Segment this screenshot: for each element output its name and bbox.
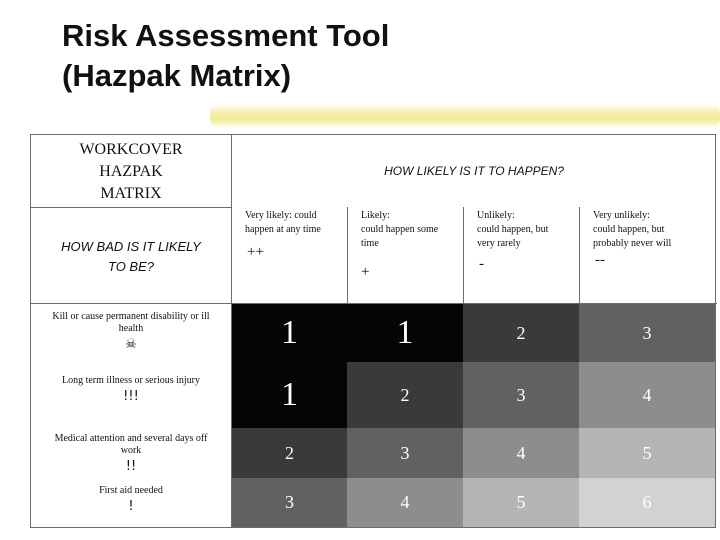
matrix-corner-label	[31, 135, 231, 207]
double-exclamation-icon: !!	[125, 459, 137, 474]
hazpak-matrix	[30, 134, 716, 528]
column-description: could happen, but probably never will	[593, 224, 672, 249]
severity-label: First aid needed	[99, 485, 163, 496]
severity-row-kill	[31, 311, 231, 365]
slide-title-line-1: Risk Assessment Tool	[62, 18, 390, 53]
column-title: Unlikely:	[477, 210, 515, 221]
column-title: Likely:	[361, 210, 390, 221]
slide-title-line-2: (Hazpak Matrix)	[62, 58, 292, 93]
score-cell: 1	[232, 362, 347, 428]
column-title: Very unlikely:	[593, 210, 650, 221]
slide-title	[62, 16, 389, 96]
column-description: could happen some time	[361, 224, 439, 249]
column-title: Very likely: could	[245, 210, 317, 221]
column-description: could happen, but very rarely	[477, 224, 549, 249]
corner-line-1: WORKCOVER	[79, 141, 183, 158]
likelihood-symbol: --	[595, 252, 605, 268]
score-cell: 4	[347, 478, 463, 527]
corner-line-2: HAZPAK	[99, 163, 163, 180]
likelihood-symbol: -	[479, 256, 484, 272]
severity-heading-line-1: HOW BAD IS IT LIKELY	[61, 239, 201, 254]
score-cell: 5	[463, 478, 579, 527]
score-cell: 2	[232, 428, 347, 478]
severity-row-long-term	[31, 375, 231, 419]
score-cell: 4	[579, 362, 715, 428]
likelihood-column-likely	[347, 207, 463, 303]
skull-icon: ☠	[125, 337, 137, 352]
severity-row-first-aid	[31, 485, 231, 525]
severity-heading-line-2: TO BE?	[107, 259, 154, 274]
column-description: happen at any time	[245, 224, 321, 235]
likelihood-heading: HOW LIKELY IS IT TO HAPPEN?	[384, 164, 564, 178]
severity-label: Long term illness or serious injury	[61, 375, 201, 386]
score-cell: 2	[463, 304, 579, 362]
score-cell: 1	[347, 304, 463, 362]
score-cell: 3	[463, 362, 579, 428]
severity-heading	[31, 207, 231, 303]
likelihood-column-very-unlikely	[579, 207, 717, 303]
likelihood-symbol: +	[361, 264, 370, 280]
score-cell: 5	[579, 428, 715, 478]
score-cell: 6	[579, 478, 715, 527]
severity-label: Medical attention and several days off work	[54, 433, 208, 456]
single-exclamation-icon: !	[128, 499, 134, 514]
score-cell: 1	[232, 304, 347, 362]
score-cell: 3	[347, 428, 463, 478]
triple-exclamation-icon: !!!	[123, 389, 139, 404]
score-cell: 2	[347, 362, 463, 428]
score-cell: 3	[232, 478, 347, 527]
likelihood-column-very-likely	[231, 207, 347, 303]
highlighter-stroke	[210, 104, 720, 128]
score-cell: 4	[463, 428, 579, 478]
severity-row-medical	[31, 433, 231, 479]
likelihood-symbol: ++	[247, 244, 264, 260]
severity-label: Kill or cause permanent disability or ill health	[52, 311, 210, 334]
likelihood-column-unlikely	[463, 207, 579, 303]
corner-line-3: MATRIX	[100, 185, 162, 202]
score-cell: 3	[579, 304, 715, 362]
